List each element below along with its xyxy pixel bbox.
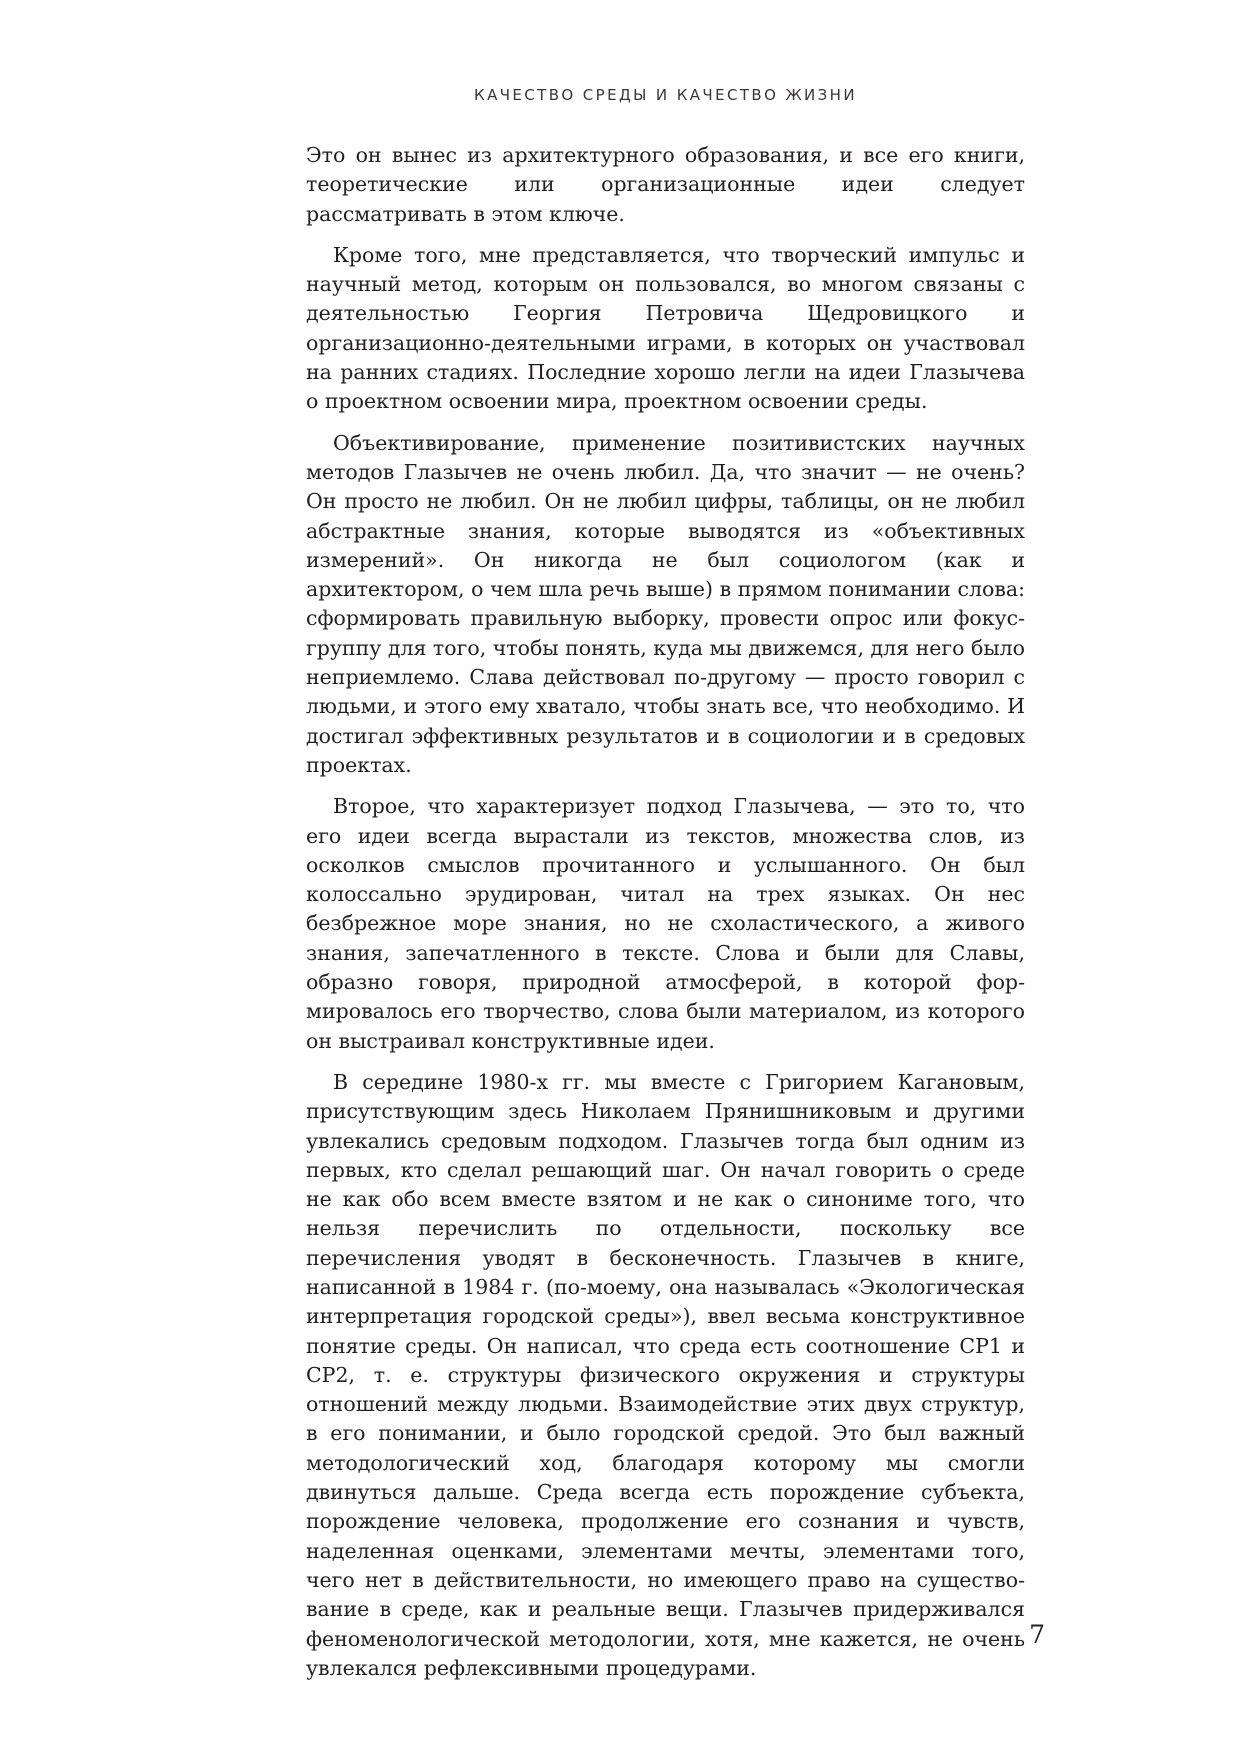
paragraph-4: Второе, что характеризует подход Глазычева, — это то, что его идеи всегда вырастали из текстов, множества слов, из осколков смыслов прочитанного и услышанного. Он был колоссально эрудирован, читал на трех языках. Он нес безбрежное море знания, но не схоластического, а живого знания, запечатленного в тексте. Слова и были для Славы, образно говоря, природной атмосферой, в которой формировалось его творчество, слова были материалом, из которого он выстраивал конструктивные идеи. <box>306 794 1025 1053</box>
paragraph-2: Кроме того, мне представляется, что творческий импульс и научный метод, которым он пользовался, во многом связаны с деятельностью Георгия Петровича Щедровицкого и организационно-деятельными играми, в которых он участвовал на ранних стадиях. Последние хорошо легли на идеи Глазычева о проектном освоении мира, проектном освоении среды. <box>306 242 1025 414</box>
running-head: КАЧЕСТВО СРЕДЫ И КАЧЕСТВО ЖИЗНИ <box>474 86 857 104</box>
body-text <box>306 141 1025 1683</box>
paragraph-5: В середине 1980-х гг. мы вместе с Григорием Кагановым, присутствующим здесь Николаем Прянишниковым и другими увлекались средовым подходом. Глазычев тогда был одним из первых, кто сделал решающий шаг. Он начал говорить о среде не как обо всем вместе взятом и не как о синониме того, что нельзя перечислить по отдельности, поскольку все перечисления уводят в бесконечность. Глазычев в книге, написанной в 1984 г. (по-моему, она называлась «Экологическая интерпретация городской среды»), ввел весьма конструктивное понятие среды. Он написал, что среда есть соотношение СР1 и СР2, т. е. структуры физического окружения и структуры отношений между людьми. Взаимодействие этих двух структур, в его понимании, и было городской средой. Это был важный методологический ход, благодаря которому мы смогли двинуться дальше. Среда всегда есть порождение субъекта, порождение человека, продолжение его сознания и чувств, наделенная оценками, элементами мечты, элементами того, чего нет в действительности, но имеющего право на существование в среде, как и реальные вещи. Глазычев придерживался феноменологической методологии, хотя, мне кажется, не очень увлекался рефлексивными процедурами. <box>306 1069 1025 1680</box>
paragraph-3: Объективирование, применение позитивистских научных методов Глазычев не очень любил. Да, что значит — не очень? Он просто не любил. Он не любил цифры, таблицы, он не любил абстрактные знания, которые выводятся из «объективных измерений». Он никогда не был социологом (как и архитектором, о чем шла речь выше) в прямом понимании слова: сформировать правильную выборку, провести опрос или фокус-группу для того, чтобы понять, куда мы движемся, для него было неприемлемо. Слава действовал по-другому — просто говорил с людьми, и этого ему хватало, чтобы знать все, что необходимо. И достигал эффективных результатов и в социологии и в средовых проектах. <box>306 430 1026 777</box>
paragraph-1: Это он вынес из архитектурного образования, и все его книги, теоретические или организационные идеи следует рассматривать в этом ключе. <box>306 143 1025 226</box>
page-number: 7 <box>1029 1620 1045 1649</box>
